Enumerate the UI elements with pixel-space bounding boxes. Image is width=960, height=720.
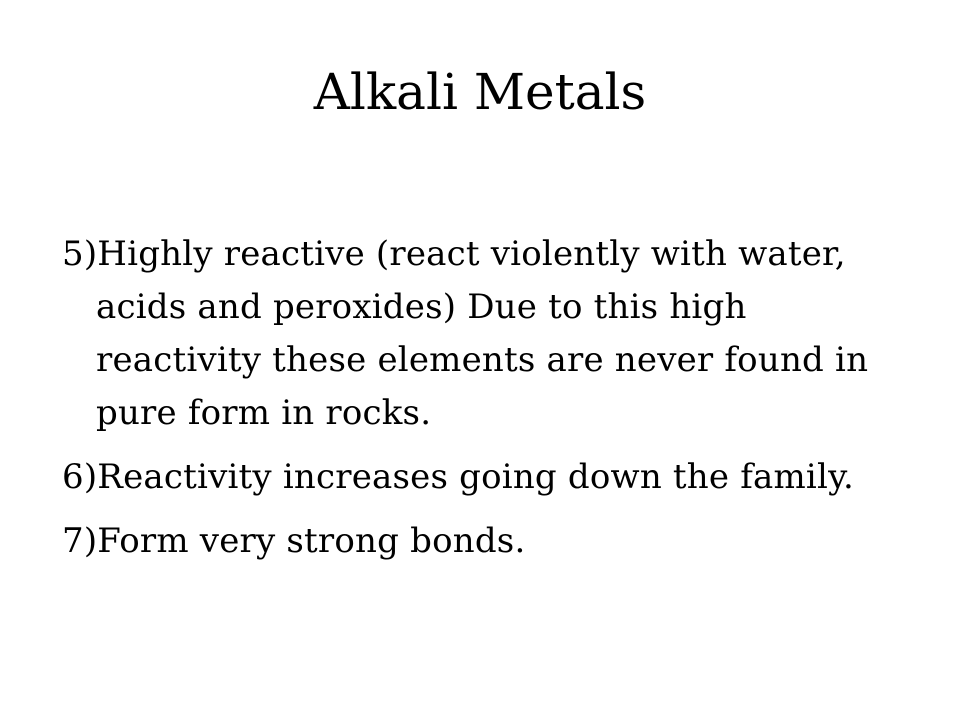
point-number: 5) <box>62 234 98 274</box>
point-number: 6) <box>62 457 98 497</box>
list-item <box>62 451 922 504</box>
point-number: 7) <box>62 521 98 561</box>
list-item <box>62 515 922 568</box>
point-text: Form very strong bonds. <box>97 521 526 561</box>
point-text: Reactivity increases going down the family. <box>97 457 854 497</box>
slide-title: Alkali Metals <box>313 63 647 121</box>
list-item <box>62 228 922 440</box>
point-text: Highly reactive (react violently with water, acids and peroxides) Due to this high reactivity these elements are never found in pure form in rocks. <box>96 234 869 433</box>
point-list <box>62 228 922 579</box>
